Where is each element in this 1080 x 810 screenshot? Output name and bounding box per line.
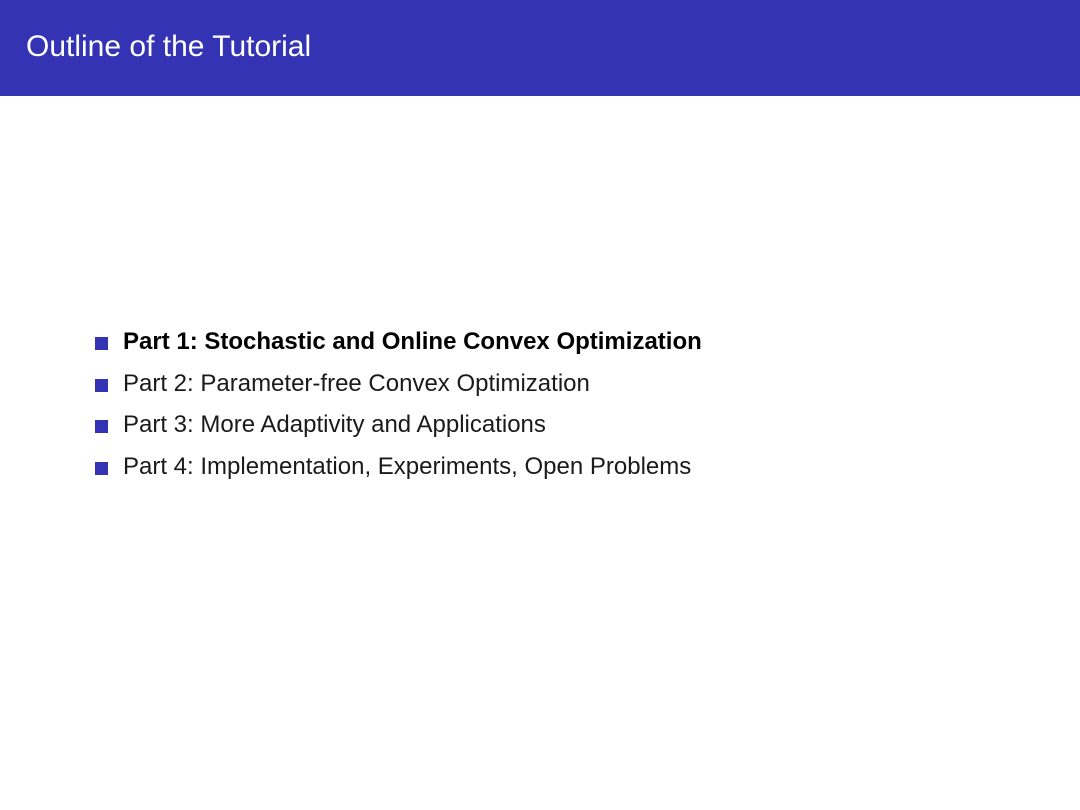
outline-item-label: Part 2: Parameter-free Convex Optimization bbox=[123, 369, 590, 397]
slide-title: Outline of the Tutorial bbox=[26, 30, 312, 63]
slide-title-bar bbox=[0, 0, 1080, 96]
square-bullet-icon bbox=[95, 462, 108, 475]
outline-item-label: Part 1: Stochastic and Online Convex Optimization bbox=[123, 328, 702, 355]
square-bullet-icon bbox=[95, 420, 108, 433]
outline-item-label: Part 3: More Adaptivity and Applications bbox=[123, 411, 546, 438]
outline-item-label: Part 4: Implementation, Experiments, Open Problems bbox=[123, 452, 692, 480]
square-bullet-icon bbox=[95, 337, 108, 350]
square-bullet-icon bbox=[95, 379, 108, 392]
